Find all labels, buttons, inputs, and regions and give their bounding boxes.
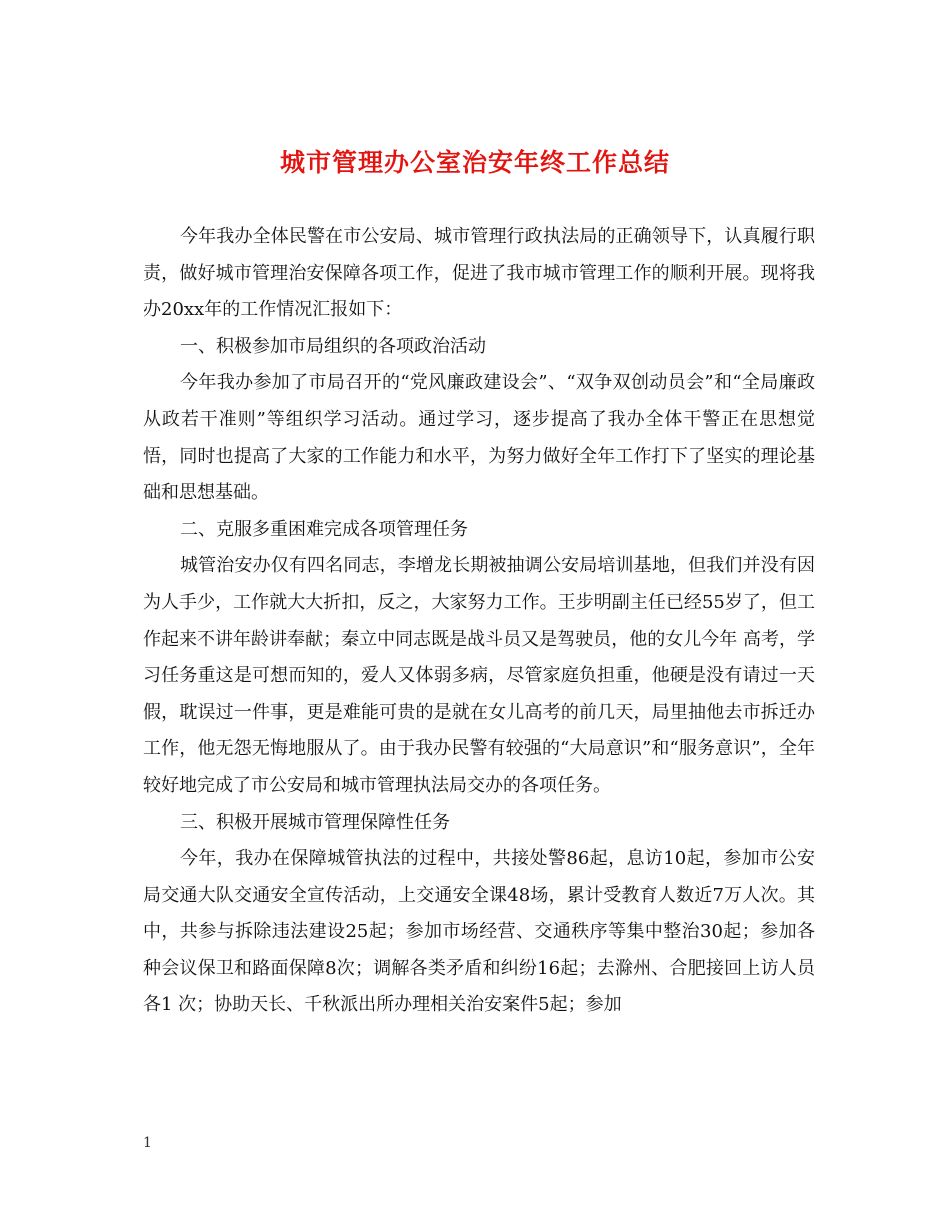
- body-paragraph: 城管治安办仅有四名同志，李增龙长期被抽调公安局培训基地，但我们并没有因为人手少，工作就大大折扣，反之，大家努力工作。王步明副主任已经55岁了，但工作起来不讲年龄讲奉献；秦立中同志既是战斗员又是驾驶员，他的女儿今年 高考，学习任务重这是可想而知的，爱人又体弱多病，尽管家庭负担重，他硬是没有请过一天假，耽误过一件事，更是难能可贵的是就在女儿高考的前几天，局里抽他去市拆迁办工作，他无怨无悔地服从了。由于我办民警有较强的“大局意识”和“服务意识”，全年较好地完成了市公安局和城市管理执法局交办的各项任务。: [143, 555, 815, 796]
- body-paragraph: 今年我办全体民警在市公安局、城市管理行政执法局的正确领导下，认真履行职责，做好城市管理治安保障各项工作，促进了我市城市管理工作的顺利开展。现将我办20xx年的工作情况汇报如下：: [143, 226, 815, 321]
- section-heading: 二、克服多重困难完成各项管理任务: [180, 518, 468, 540]
- body-paragraph: 今年，我办在保障城管执法的过程中，共接处警86起，息访10起，参加市公安局交通大队交通安全宣传活动，上交通安全课48场，累计受教育人数近7万人次。其中，共参与拆除违法建设25起；参加市场经营、交通秩序等集中整治30起；参加各 种会议保卫和路面保障8次；调解各类矛盾和纠纷16起；去滁州、合肥接回上访人员各1 次；协助天长、千秋派出所办理相关治安案件5起；参加: [143, 848, 815, 1016]
- section-heading: 一、积极参加市局组织的各项政治活动: [180, 335, 486, 357]
- section-heading: 三、积极开展城市管理保障性任务: [180, 811, 450, 833]
- body-paragraph: 今年我办参加了市局召开的“党风廉政建设会”、“双争双创动员会”和“全局廉政从政若干准则”等组织学习活动。通过学习，逐步提高了我办全体干警正在思想觉悟，同时也提高了大家的工作能力和水平，为努力做好全年工作打下了坚实的理论基础和思想基础。: [143, 372, 815, 504]
- document-body: [143, 219, 815, 1024]
- document-title: 城市管理办公室治安年终工作总结: [279, 148, 670, 177]
- page-number: 1: [143, 1135, 152, 1151]
